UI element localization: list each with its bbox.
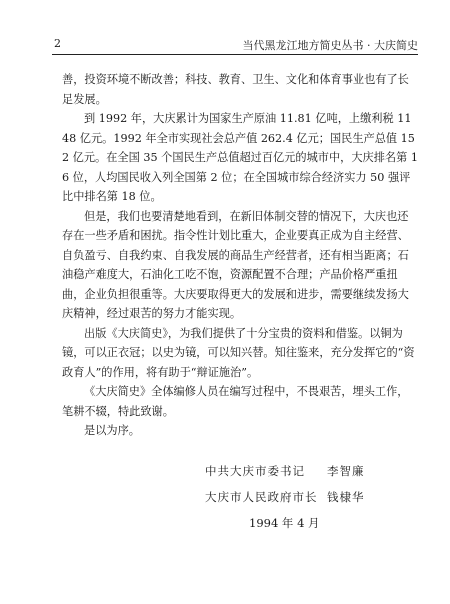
signer-title-2: 大庆市人民政府市长 [205,490,318,504]
signature-block [205,458,425,536]
paragraph-4: 出版《大庆简史》，为我们提供了十分宝贵的资料和借鉴。以铜为镜，可以正衣冠；以史为镜，可以知兴替。知往鉴来，充分发挥它的“资政育人”的作用，将有助于“辩证施治”。 [62,326,415,379]
signature-line-1 [205,458,425,484]
paragraph-6: 是以为序。 [84,424,140,437]
paragraph-2: 到 1992 年，大庆累计为国家生产原油 11.81 亿吨，上缴利税 1148 亿元。1992 年全市实现社会总产值 262.4 亿元；国民生产总值 152 亿元。在全国 35 个国民生产总值超过百亿元的城市中，大庆排名第 16 位，人均国民收入列全国第 2 位；在全国城市综合经济实力 50 强评比中排名第 18 位。 [62,112,418,203]
running-header [52,36,418,55]
paragraph-3: 但是，我们也要清楚地看到，在新旧体制交替的情况下，大庆也还存在一些矛盾和困扰。指令性计划比重大，企业要真正成为自主经营、自负盈亏、自我约束、自我发展的商品生产经营者，还有相当距离；石油稳产难度大，石油化工吃不饱，资源配置不合理；产品价格严重扭曲，企业负担很重等。大庆要取得更大的发展和进步，需要继续发扬大庆精神，经过艰苦的努力才能实现。 [62,209,409,320]
series-title: 当代黑龙江地方简史丛书 · 大庆简史 [242,39,418,52]
signature-line-2 [205,484,425,510]
signer-title-1: 中共大庆市委书记 [205,464,305,478]
signature-date: 1994 年 4 月 [249,516,320,530]
signer-name-1: 李智廉 [327,464,365,478]
page-number: 2 [54,37,61,50]
paragraph-1: 善，投资环境不断改善；科技、教育、卫生、文化和体育事业也有了长足发展。 [62,73,409,106]
paragraph-5: 《大庆简史》全体编修人员在编写过程中，不畏艰苦，埋头工作，笔耕不辍，特此致谢。 [62,385,409,418]
body-text [62,70,418,441]
signer-name-2: 钱棣华 [327,490,365,504]
